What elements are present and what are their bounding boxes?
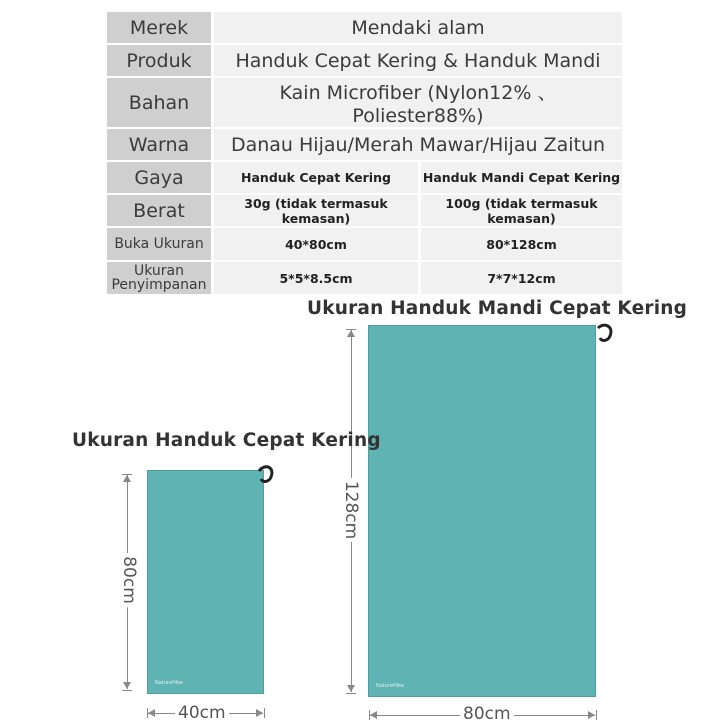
berat-col1: 30g (tidak termasuk kemasan) — [214, 195, 421, 226]
arrow-icon — [123, 475, 131, 482]
hanging-loop-icon — [257, 463, 277, 485]
tick — [122, 690, 132, 691]
table-row — [107, 78, 622, 127]
large-height-label: 128cm — [341, 478, 361, 542]
table-row — [107, 45, 622, 76]
label-buka-ukuran: Buka Ukuran — [107, 228, 214, 260]
gaya-col1: Handuk Cepat Kering — [214, 162, 421, 193]
tick — [264, 708, 265, 718]
tick — [346, 693, 356, 694]
small-width-label: 40cm — [175, 703, 229, 723]
small-towel-heading: Ukuran Handuk Cepat Kering — [72, 430, 381, 451]
arrow-icon — [370, 711, 377, 719]
label-merek: Merek — [107, 12, 214, 43]
arrow-icon — [256, 709, 263, 717]
large-towel-heading: Ukuran Handuk Mandi Cepat Kering — [307, 298, 688, 319]
table-row — [107, 129, 622, 160]
tick — [596, 710, 597, 720]
penyimpanan-col2: 7*7*12cm — [421, 262, 622, 294]
penyimpanan-col1: 5*5*8.5cm — [214, 262, 421, 294]
table-row — [107, 12, 622, 43]
label-gaya: Gaya — [107, 162, 214, 193]
arrow-icon — [123, 682, 131, 689]
spec-table — [107, 10, 622, 296]
table-row — [107, 162, 622, 193]
value-produk: Handuk Cepat Kering & Handuk Mandi — [214, 45, 622, 76]
gaya-col2: Handuk Mandi Cepat Kering — [421, 162, 622, 193]
buka-ukuran-col2: 80*128cm — [421, 228, 622, 260]
hanging-loop-icon — [596, 322, 616, 344]
berat-col2: 100g (tidak termasuk kemasan) — [421, 195, 622, 226]
value-merek: Mendaki alam — [214, 12, 622, 43]
arrow-icon — [148, 709, 155, 717]
large-width-label: 80cm — [460, 704, 514, 724]
table-row — [107, 228, 622, 260]
table-row — [107, 195, 622, 226]
arrow-icon — [588, 711, 595, 719]
small-towel-image — [147, 470, 264, 694]
label-line2: Penyimpanan — [111, 277, 207, 293]
buka-ukuran-col1: 40*80cm — [214, 228, 421, 260]
brand-label: NatureHike — [155, 680, 183, 686]
label-bahan: Bahan — [107, 78, 214, 127]
label-ukuran-penyimpanan — [107, 262, 214, 294]
arrow-icon — [347, 330, 355, 337]
value-bahan: Kain Microfiber (Nylon12% 、Poliester88%) — [214, 78, 622, 127]
small-height-label: 80cm — [119, 553, 139, 607]
label-line1: Ukuran — [133, 263, 184, 279]
label-warna: Warna — [107, 129, 214, 160]
large-towel-image — [368, 325, 596, 697]
brand-label: NatureHike — [376, 683, 404, 689]
arrow-icon — [347, 685, 355, 692]
table-row — [107, 262, 622, 294]
label-berat: Berat — [107, 195, 214, 226]
value-warna: Danau Hijau/Merah Mawar/Hijau Zaitun — [214, 129, 622, 160]
label-produk: Produk — [107, 45, 214, 76]
